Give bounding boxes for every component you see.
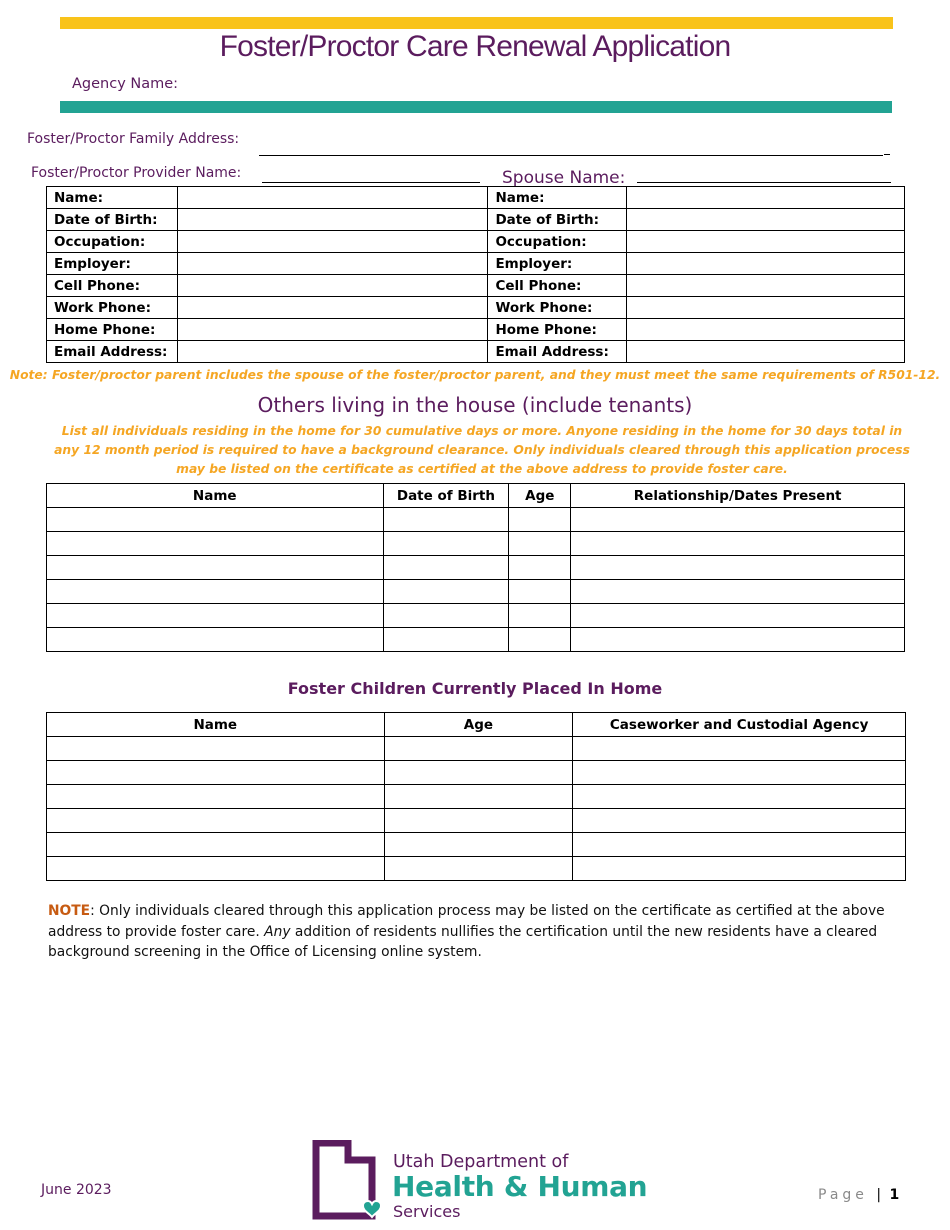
provider-field-value[interactable] — [177, 275, 488, 297]
page-number — [818, 1187, 899, 1203]
provider-field-value[interactable] — [177, 319, 488, 341]
children-table-row — [47, 761, 906, 785]
header-yellow-bar — [60, 17, 893, 29]
others-col-name: Name — [47, 484, 384, 508]
page-separator: | — [876, 1187, 882, 1203]
children-table — [46, 712, 906, 881]
spouse-field-value[interactable] — [627, 187, 905, 209]
spouse-field-label: Occupation: — [488, 231, 627, 253]
children-table-row — [47, 833, 906, 857]
utah-state-outline-icon — [312, 1140, 387, 1222]
page-number-value: 1 — [889, 1187, 900, 1203]
children-col-age: Age — [384, 713, 573, 737]
header-teal-bar — [60, 101, 892, 113]
footer-date: June 2023 — [41, 1182, 112, 1198]
others-table-cell[interactable] — [571, 532, 905, 556]
spouse-field-label: Home Phone: — [488, 319, 627, 341]
info-row — [47, 253, 905, 275]
children-col-caseworker: Caseworker and Custodial Agency — [573, 713, 906, 737]
children-table-row — [47, 857, 906, 881]
provider-spouse-info-table — [46, 186, 905, 363]
children-table-cell[interactable] — [47, 857, 385, 881]
address-field-tail — [884, 154, 890, 155]
provider-name-label: Foster/Proctor Provider Name: — [31, 165, 242, 181]
provider-field-label: Email Address: — [47, 341, 178, 363]
spouse-field-label: Employer: — [488, 253, 627, 275]
others-table-cell[interactable] — [47, 580, 384, 604]
others-col-dob: Date of Birth — [383, 484, 509, 508]
note-text-2: addition of residents nullifies the certification until the new residents have a cleared background screening in the Office of Licensing online system. — [48, 923, 878, 960]
others-table-row — [47, 556, 905, 580]
others-table-cell[interactable] — [383, 532, 509, 556]
children-table-row — [47, 737, 906, 761]
others-table-row — [47, 532, 905, 556]
others-table-cell[interactable] — [571, 604, 905, 628]
others-table-cell[interactable] — [383, 556, 509, 580]
spouse-field-value[interactable] — [627, 231, 905, 253]
children-table-cell[interactable] — [573, 857, 906, 881]
others-table-cell[interactable] — [571, 508, 905, 532]
others-table-row — [47, 580, 905, 604]
children-table-cell[interactable] — [47, 737, 385, 761]
others-table-cell[interactable] — [47, 532, 384, 556]
others-table-cell[interactable] — [509, 604, 571, 628]
note-key: NOTE — [48, 903, 91, 919]
spouse-field-value[interactable] — [627, 297, 905, 319]
children-table-cell[interactable] — [47, 761, 385, 785]
others-table-cell[interactable] — [383, 604, 509, 628]
provider-field-value[interactable] — [177, 253, 488, 275]
provider-field-value[interactable] — [177, 209, 488, 231]
info-row — [47, 209, 905, 231]
spouse-field-label: Name: — [488, 187, 627, 209]
info-row — [47, 187, 905, 209]
children-table-cell[interactable] — [384, 761, 573, 785]
children-table-cell[interactable] — [384, 833, 573, 857]
children-table-cell[interactable] — [384, 737, 573, 761]
provider-field-label: Name: — [47, 187, 178, 209]
spouse-field-value[interactable] — [627, 319, 905, 341]
children-table-cell[interactable] — [573, 761, 906, 785]
provider-field-value[interactable] — [177, 341, 488, 363]
others-heading: Others living in the house (include tenants) — [257, 393, 693, 417]
others-table-cell[interactable] — [383, 580, 509, 604]
children-table-cell[interactable] — [573, 737, 906, 761]
spouse-field-label: Date of Birth: — [488, 209, 627, 231]
children-table-cell[interactable] — [47, 809, 385, 833]
others-table-cell[interactable] — [47, 628, 384, 652]
children-table-cell[interactable] — [384, 785, 573, 809]
certification-note — [48, 901, 888, 963]
family-address-field[interactable] — [259, 155, 883, 156]
provider-field-value[interactable] — [177, 297, 488, 319]
others-table-row — [47, 508, 905, 532]
children-table-cell[interactable] — [47, 785, 385, 809]
spouse-name-field[interactable] — [637, 182, 891, 183]
children-col-name: Name — [47, 713, 385, 737]
others-table-cell[interactable] — [383, 508, 509, 532]
info-row — [47, 231, 905, 253]
provider-field-value[interactable] — [177, 187, 488, 209]
others-table-cell[interactable] — [509, 508, 571, 532]
info-row — [47, 297, 905, 319]
children-heading: Foster Children Currently Placed In Home — [287, 679, 663, 698]
children-table-cell[interactable] — [384, 857, 573, 881]
others-table-cell[interactable] — [47, 508, 384, 532]
logo-line-3: Services — [393, 1202, 461, 1221]
page-word: Page — [818, 1187, 868, 1203]
note-emphasis: Any — [264, 923, 291, 940]
info-row — [47, 341, 905, 363]
spouse-field-value[interactable] — [627, 209, 905, 231]
children-table-row — [47, 785, 906, 809]
children-table-cell[interactable] — [573, 785, 906, 809]
provider-field-label: Work Phone: — [47, 297, 178, 319]
others-table-cell[interactable] — [571, 556, 905, 580]
spouse-requirement-note: Note: Foster/proctor parent includes the spouse of the foster/proctor parent, and they must meet the same requirements of R501-12. — [9, 368, 941, 382]
spouse-name-label: Spouse Name: — [502, 168, 626, 188]
provider-name-field[interactable] — [262, 182, 480, 183]
logo-line-2: Health & Human — [392, 1170, 648, 1203]
others-col-age: Age — [509, 484, 571, 508]
spouse-field-value[interactable] — [627, 275, 905, 297]
children-table-cell[interactable] — [384, 809, 573, 833]
others-table-row — [47, 628, 905, 652]
family-address-label: Foster/Proctor Family Address: — [27, 131, 240, 147]
others-table-cell[interactable] — [571, 628, 905, 652]
dhhs-logo — [312, 1140, 652, 1222]
info-row — [47, 319, 905, 341]
children-table-row — [47, 809, 906, 833]
provider-field-label: Cell Phone: — [47, 275, 178, 297]
provider-field-label: Home Phone: — [47, 319, 178, 341]
others-col-relationship: Relationship/Dates Present — [571, 484, 905, 508]
agency-name-label: Agency Name: — [72, 76, 179, 92]
note-text-1: : Only individuals cleared through this application process may be listed on the certificate as certified at the above address to provide foster care. — [48, 903, 885, 940]
others-table-cell[interactable] — [571, 580, 905, 604]
provider-field-label: Occupation: — [47, 231, 178, 253]
others-instructions: List all individuals residing in the home for 30 cumulative days or more. Anyone residing in the home for 30 days total in any 12 month period is required to have a background clearance. Only individuals cleared through this application process may be listed on the certificate as certified at the above address to provide foster care. — [54, 424, 910, 476]
provider-field-label: Employer: — [47, 253, 178, 275]
provider-field-label: Date of Birth: — [47, 209, 178, 231]
others-table-cell[interactable] — [509, 556, 571, 580]
spouse-field-label: Cell Phone: — [488, 275, 627, 297]
children-table-cell[interactable] — [573, 833, 906, 857]
others-table-cell[interactable] — [509, 532, 571, 556]
children-table-cell[interactable] — [47, 833, 385, 857]
children-table-cell[interactable] — [573, 809, 906, 833]
page-title: Foster/Proctor Care Renewal Application — [219, 30, 731, 63]
info-row — [47, 275, 905, 297]
others-table-cell[interactable] — [509, 628, 571, 652]
others-table-cell[interactable] — [383, 628, 509, 652]
spouse-field-value[interactable] — [627, 341, 905, 363]
spouse-field-label: Work Phone: — [488, 297, 627, 319]
provider-field-value[interactable] — [177, 231, 488, 253]
others-table-cell[interactable] — [47, 556, 384, 580]
spouse-field-value[interactable] — [627, 253, 905, 275]
others-table-cell[interactable] — [509, 580, 571, 604]
others-table — [46, 483, 905, 652]
logo-line-1: Utah Department of — [393, 1152, 569, 1172]
spouse-field-label: Email Address: — [488, 341, 627, 363]
others-table-cell[interactable] — [47, 604, 384, 628]
others-table-row — [47, 604, 905, 628]
